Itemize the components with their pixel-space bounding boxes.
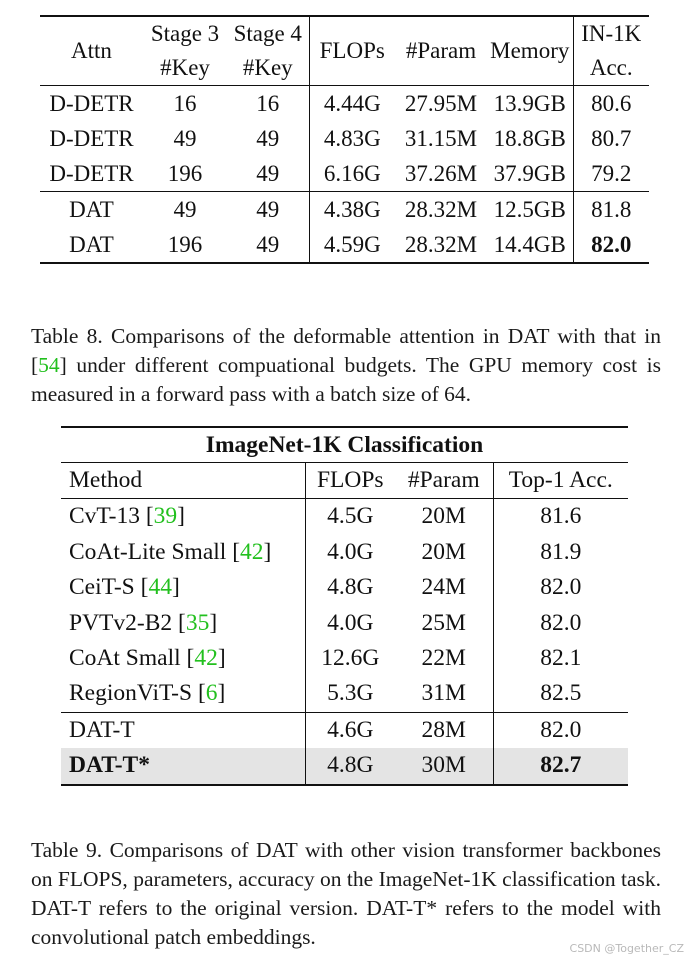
citation-link[interactable]: 44 — [148, 574, 172, 601]
citation-link[interactable]: 35 — [185, 609, 210, 636]
table9-cell-flops: 5.3G — [305, 676, 395, 712]
table8-cell-s3: 196 — [143, 227, 227, 263]
table8-caption — [31, 322, 661, 409]
table-row — [61, 570, 628, 605]
table-8 — [40, 15, 649, 264]
table8-cell-flops: 4.38G — [309, 192, 395, 228]
table-row — [40, 227, 649, 263]
table-row — [40, 86, 649, 122]
table9-title: ImageNet-1K Classification — [61, 427, 628, 463]
citation-link[interactable]: 39 — [153, 503, 178, 530]
table-row — [40, 192, 649, 228]
table9-cell-flops: 4.0G — [305, 606, 395, 641]
table9-cell-param: 22M — [421, 645, 466, 672]
table8-header-flops: FLOPs — [309, 16, 395, 86]
method-name: CeiT-S — [69, 574, 135, 601]
table8-header-stage4: Stage 4 — [227, 16, 309, 51]
table8-cell-acc: 79.2 — [573, 156, 649, 192]
table-row — [61, 641, 628, 676]
table8-cell-param: 31.15M — [404, 126, 478, 151]
table8-cell-acc: 80.6 — [573, 86, 649, 122]
method-name: CoAt Small — [69, 645, 181, 672]
table8-cell-attn: D-DETR — [49, 126, 134, 151]
table8-cell-param: 28.32M — [395, 227, 487, 263]
table9-cell-method: PVTv2-B2 [35] — [69, 609, 218, 636]
table8-cell-s4: 16 — [227, 86, 309, 122]
table9-cell-flops: 4.8G — [305, 748, 395, 784]
table8-cell-attn: D-DETR — [49, 161, 134, 186]
table8-cell-param: 37.26M — [404, 161, 478, 186]
watermark: CSDN @Together_CZ — [569, 942, 684, 955]
table8-cell-acc: 80.7 — [573, 121, 649, 156]
caption8-text-after: ] under different compuational budgets. The GPU memory cost is measured in a forward pass with a batch size of 64. — [31, 353, 661, 406]
table8-header-stage3-key: #Key — [160, 55, 210, 80]
table9-title-row — [61, 427, 628, 463]
table8-cell-s3: 49 — [173, 126, 197, 151]
table8-cell-memory: 14.4GB — [487, 227, 573, 263]
table9-cell-method: RegionViT-S [6] — [69, 680, 226, 707]
table9-cell-param: 20M — [421, 503, 466, 530]
table8-header-memory: Memory — [487, 16, 573, 86]
table8-header-acc: IN-1K — [573, 16, 649, 51]
table8-cell-memory: 13.9GB — [487, 86, 573, 122]
table9-cell-flops: 4.5G — [305, 499, 395, 535]
table8-cell-attn: DAT — [40, 227, 143, 263]
table-row — [40, 121, 649, 156]
method-name: CoAt-Lite Small — [69, 538, 227, 565]
table8-cell-attn: D-DETR — [40, 86, 143, 122]
table9-cell-method: DAT-T* — [61, 748, 305, 784]
method-name: CvT-13 — [69, 503, 140, 530]
table8-header-stage3: Stage 3 — [143, 16, 227, 51]
table8-cell-s4: 49 — [227, 192, 309, 228]
citation-link[interactable]: 42 — [194, 645, 218, 672]
table8-cell-s3: 16 — [143, 86, 227, 122]
table8-cell-acc-best: 82.0 — [573, 227, 649, 263]
method-name: PVTv2-B2 — [69, 609, 173, 636]
table9-cell-param: 24M — [421, 574, 466, 601]
table-row — [61, 535, 628, 570]
table9-cell-flops: 4.0G — [305, 535, 395, 570]
table9-cell-method: CoAt-Lite Small [42] — [69, 538, 272, 565]
table-row — [61, 499, 628, 535]
table-row — [61, 712, 628, 748]
citation-link[interactable]: 42 — [240, 538, 264, 565]
table9-cell-acc: 82.1 — [493, 641, 628, 676]
table8-cell-s3: 196 — [167, 161, 203, 186]
table-9 — [61, 426, 628, 786]
table8-header-stage4-key: #Key — [242, 55, 293, 80]
table9-cell-param: 31M — [421, 680, 466, 707]
table9-cell-param: 30M — [395, 748, 493, 784]
table9-cell-param: 25M — [421, 609, 466, 636]
table9-cell-method: CoAt Small [42] — [69, 645, 226, 672]
table8-cell-flops: 4.83G — [309, 121, 395, 156]
table9-cell-acc: 82.0 — [493, 570, 628, 605]
table9-header-acc: Top-1 Acc. — [493, 463, 628, 499]
table8-cell-param: 28.32M — [395, 192, 487, 228]
table9-cell-param: 20M — [421, 538, 466, 565]
table8-cell-attn: DAT — [40, 192, 143, 228]
table8-cell-flops: 4.59G — [309, 227, 395, 263]
table9-cell-flops: 4.8G — [305, 570, 395, 605]
table8-header-attn: Attn — [40, 16, 143, 86]
table9-cell-flops: 12.6G — [305, 641, 395, 676]
table-row — [61, 676, 628, 712]
table9-cell-acc: 82.0 — [493, 712, 628, 748]
table8-cell-s3: 49 — [143, 192, 227, 228]
table8-cell-s4: 49 — [256, 161, 280, 186]
table8-cell-flops: 4.44G — [309, 86, 395, 122]
table9-cell-flops: 4.6G — [305, 712, 395, 748]
table9-cell-method: CeiT-S [44] — [69, 574, 180, 601]
table8-cell-param: 27.95M — [395, 86, 487, 122]
table9-cell-method: DAT-T — [61, 712, 305, 748]
table8-cell-memory: 18.8GB — [493, 126, 566, 151]
table9-cell-param: 28M — [395, 712, 493, 748]
table9-cell-acc: 81.9 — [493, 535, 628, 570]
table9-header-row — [61, 463, 628, 499]
table9-cell-acc: 81.6 — [493, 499, 628, 535]
table8-cell-memory: 12.5GB — [487, 192, 573, 228]
table9-cell-method: CvT-13 [39] — [69, 503, 185, 530]
table9-header-flops: FLOPs — [305, 463, 395, 499]
caption8-text-before: Table 8. Comparisons of the deformable attention in DAT with that in [ — [31, 324, 661, 377]
table8-header-row-1 — [40, 16, 649, 51]
table9-caption: Table 9. Comparisons of DAT with other vision transformer backbones on FLOPS, parameters, accuracy on the ImageNet-1K classification task. DAT-T refers to the original version. DAT-T* refers to the model with convolutional patch embeddings. — [31, 838, 661, 949]
table9-header-param: #Param — [395, 463, 493, 499]
table9-cell-acc: 82.5 — [493, 676, 628, 712]
table8-cell-flops: 6.16G — [309, 156, 395, 192]
table8-cell-acc: 81.8 — [573, 192, 649, 228]
table8-header-param: #Param — [395, 16, 487, 86]
table-row-highlighted — [61, 748, 628, 784]
citation-link[interactable]: 6 — [205, 680, 218, 707]
method-name: RegionViT-S — [69, 680, 193, 707]
table9-cell-acc-best: 82.7 — [493, 748, 628, 784]
table-row — [40, 156, 649, 192]
citation-link[interactable]: 54 — [38, 353, 60, 377]
table9-header-method: Method — [61, 463, 305, 499]
table8-cell-s4: 49 — [256, 126, 280, 151]
table8-cell-s4: 49 — [227, 227, 309, 263]
table9-cell-acc: 82.0 — [493, 606, 628, 641]
table-row — [61, 606, 628, 641]
table8-header-acc-sub: Acc. — [573, 51, 649, 86]
table8-cell-memory: 37.9GB — [493, 161, 566, 186]
